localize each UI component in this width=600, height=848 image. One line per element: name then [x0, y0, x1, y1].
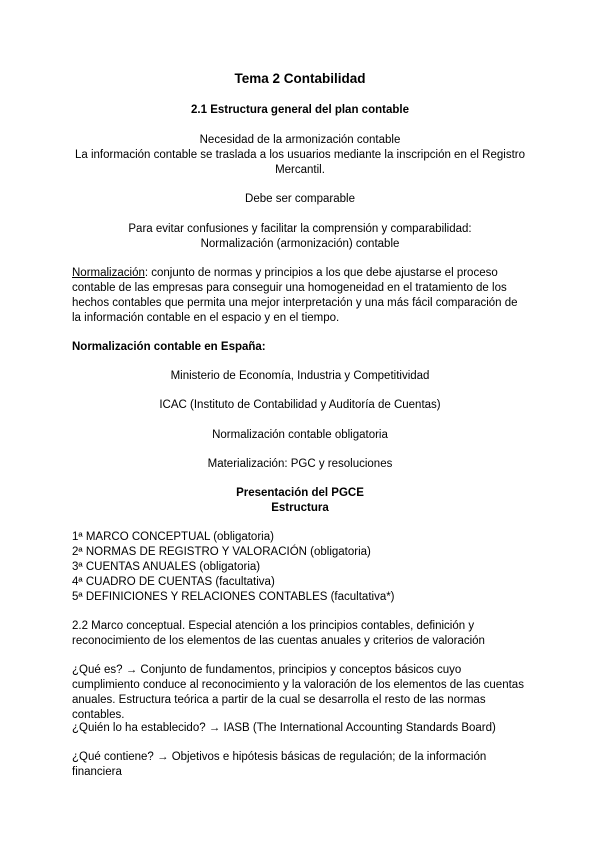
pgce-heading: Presentación del PGCE — [236, 487, 364, 499]
normalizacion-centered: Normalización (armonización) contable — [200, 238, 400, 250]
pgce-part: 2ª NORMAS DE REGISTRO Y VALORACIÓN (obligatoria) — [72, 546, 371, 558]
qa-item: ¿Qué contiene? → Objetivos e hipótesis básicas de regulación; de la información financiera — [72, 751, 487, 778]
spain-item: Normalización contable obligatoria — [212, 429, 388, 441]
pgce-part: 1ª MARCO CONCEPTUAL (obligatoria) — [72, 531, 274, 543]
pgce-part: 3ª CUENTAS ANUALES (obligatoria) — [72, 561, 261, 573]
definition-paragraph — [72, 266, 528, 326]
comparable-text: Debe ser comparable — [245, 193, 355, 205]
qa-item: ¿Qué es? → Conjunto de fundamentos, principios y conceptos básicos cuyo cumplimiento conduce al reconocimiento y la valoración de los elementos de las cuentas anuales. Estructura teórica a partir de la cual se desarrolla el resto de las normas contables. — [72, 664, 524, 721]
intro-line-2: La información contable se traslada a los usuarios mediante la inscripción en el Registro — [74, 149, 526, 161]
marco-paragraph: 2.2 Marco conceptual. Especial atención a los principios contables, definición y reconocimiento de los elementos de las cuentas anuales y criterios de valoración — [72, 620, 485, 647]
intro-line-1: Necesidad de la armonización contable — [199, 134, 401, 146]
definition-term: Normalización — [72, 267, 145, 279]
spain-heading: Normalización contable en España: — [72, 341, 266, 353]
pgce-part: 5ª DEFINICIONES Y RELACIONES CONTABLES (facultativa*) — [72, 591, 395, 603]
intro-line-3: Mercantil. — [275, 164, 325, 176]
section-heading: 2.1 Estructura general del plan contable — [191, 104, 409, 116]
spain-item: ICAC (Instituto de Contabilidad y Auditoría de Cuentas) — [159, 399, 441, 411]
definition-text: : conjunto de normas y principios a los que debe ajustarse el proceso contable de las empresas para conseguir una homogeneidad en el tratamiento de los hechos contables que permita una mejor interpretación y una más fácil comparación de la información contable en el espacio y en el tiempo. — [72, 267, 518, 324]
pgce-part: 4ª CUADRO DE CUENTAS (facultativa) — [72, 576, 275, 588]
qa-item: ¿Quién lo ha establecido? → IASB (The International Accounting Standards Board) — [72, 722, 496, 734]
structure-heading: Estructura — [271, 502, 329, 514]
evitar-text: Para evitar confusiones y facilitar la comprensión y comparabilidad: — [128, 223, 472, 235]
document-title: Tema 2 Contabilidad — [234, 71, 366, 86]
spain-item: Materialización: PGC y resoluciones — [207, 458, 393, 470]
spain-item: Ministerio de Economía, Industria y Competitividad — [170, 370, 430, 382]
